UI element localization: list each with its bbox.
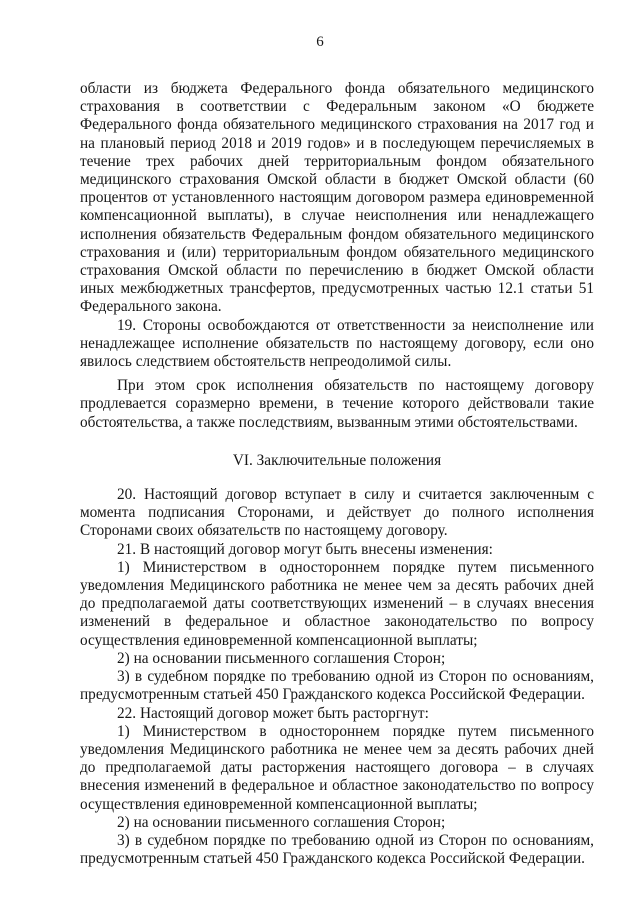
paragraph-22-item-1: 1) Министерством в одностороннем порядке путем письменного уведомления Медицинского работника не менее чем за десять рабочих дней до предполагаемой даты расторжения настоящего договора – в случаях внесения изменений в федеральное и областное законодательство по вопросу осуществления единовременной компенсационной выплаты; bbox=[80, 722, 594, 813]
paragraph-21-item-2: 2) на основании письменного соглашения Сторон; bbox=[117, 649, 446, 667]
paragraph-19-extension: При этом срок исполнения обязательств по настоящему договору продлевается соразмерно времени, в течение которого действовали такие обстоятельства, а также последствиям, вызванным этими обстоятельствами. bbox=[80, 377, 594, 431]
spacer bbox=[80, 432, 594, 452]
page-number: 6 bbox=[316, 34, 324, 50]
section-heading: VI. Заключительные положения bbox=[232, 451, 442, 469]
paragraph-continuation: области из бюджета Федерального фонда обязательного медицинского страхования в соответствии с Федеральным законом «О бюджете Федерального фонда обязательного медицинского страхования на 2017 год и на плановый период 2018 и 2019 годов» и в последующем перечисляемых в течение трех рабочих дней территориальным фондом обязательного медицинского страхования Омской области в бюджет Омской области (60 процентов от установленного настоящим договором размера единовременной компенсационной выплаты), в случае неисполнения или ненадлежащего исполнения обязательств Федеральным фондом обязательного медицинского страхования и (или) территориальным фондом обязательного медицинского страхования Омской области по перечислению в бюджет Омской области иных межбюджетных трансфертов, предусмотренных частью 12.1 статьи 51 Федерального закона. bbox=[80, 80, 594, 316]
paragraph-21: 21. В настоящий договор могут быть внесены изменения: bbox=[117, 540, 493, 558]
paragraph-19: 19. Стороны освобождаются от ответственности за неисполнение или ненадлежащее исполнение обязательств по настоящему договору, если оно явилось следствием обстоятельств непреодолимой силы. bbox=[80, 316, 594, 371]
paragraph-20: 20. Настоящий договор вступает в силу и считается заключенным с момента подписания Сторонами, и действует до полного исполнения Сторонами своих обязательств по настоящему договору. bbox=[80, 486, 594, 540]
paragraph-22: 22. Настоящий договор может быть расторгнут: bbox=[117, 704, 429, 722]
paragraph-22-item-2: 2) на основании письменного соглашения Сторон; bbox=[117, 813, 446, 831]
document-body bbox=[80, 80, 594, 868]
paragraph-21-item-3: 3) в судебном порядке по требованию одной из Сторон по основаниям, предусмотренным статьей 450 Гражданского кодекса Российской Федерации. bbox=[80, 668, 594, 704]
paragraph-22-item-3: 3) в судебном порядке по требованию одной из Сторон по основаниям, предусмотренным статьей 450 Гражданского кодекса Российской Федерации. bbox=[80, 831, 594, 868]
paragraph-21-item-1: 1) Министерством в одностороннем порядке путем письменного уведомления Медицинского работника не менее чем за десять рабочих дней до предполагаемой даты соответствующих изменений – в случаях внесения изменений в федеральное и областное законодательство по вопросу осуществления единовременной компенсационной выплаты; bbox=[80, 558, 594, 649]
spacer bbox=[80, 470, 594, 486]
